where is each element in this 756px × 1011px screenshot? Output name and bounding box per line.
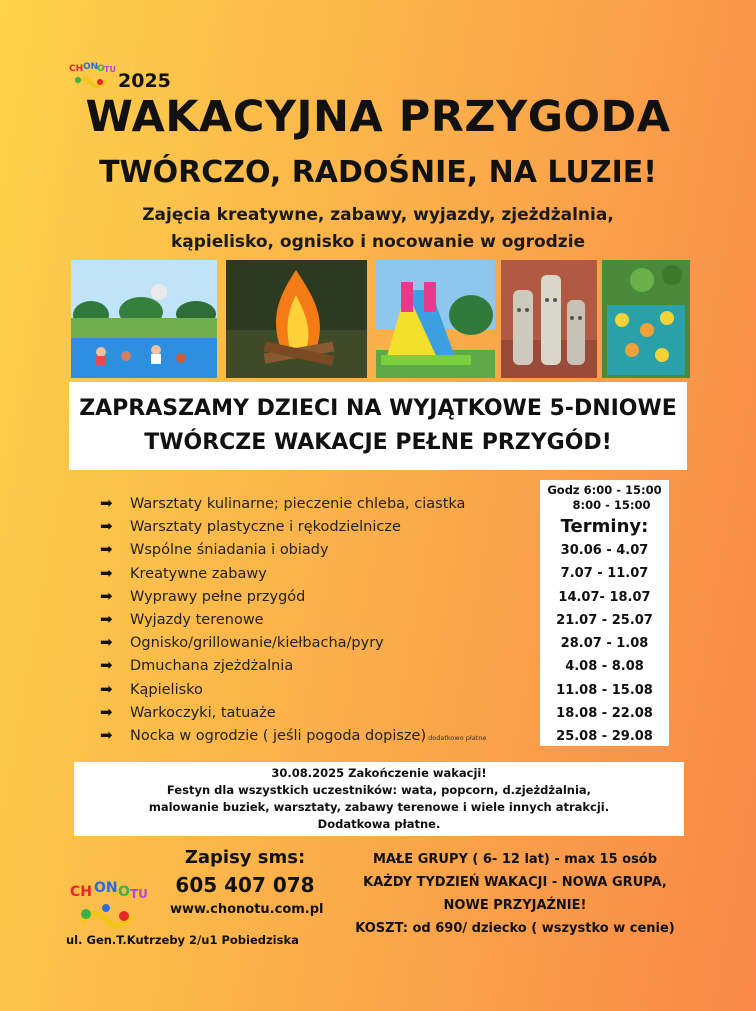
arrow-right-icon: ➡	[100, 494, 113, 512]
arrow-right-icon: ➡	[100, 725, 113, 744]
date-range: 21.07 - 25.07	[556, 612, 653, 628]
invite-line: ZAPRASZAMY DZIECI NA WYJĄTKOWE 5-DNIOWE	[79, 396, 677, 421]
dates-list	[540, 539, 669, 749]
hours-line: 8:00 - 15:00	[572, 498, 651, 512]
list-item	[100, 608, 486, 631]
svg-text:ON: ON	[83, 62, 99, 72]
phone-number[interactable]: 605 407 078	[175, 873, 315, 897]
svg-text:TU: TU	[104, 65, 116, 74]
list-item	[100, 701, 486, 724]
list-item	[100, 724, 486, 747]
activities-list	[100, 492, 486, 747]
schedule-title: Terminy:	[560, 516, 649, 537]
arrow-right-icon: ➡	[100, 540, 113, 559]
activity-label: Wspólne śniadania i obiady	[130, 542, 329, 559]
finale-line: malowanie buziek, warsztaty, zabawy terenowe i wiele innych atrakcji.	[148, 800, 610, 814]
hours	[540, 483, 669, 513]
arrow-right-icon: ➡	[100, 517, 113, 536]
activity-label: Warkoczyki, tatuaże	[130, 704, 276, 721]
page-title: WAKACYJNA PRZYGODA	[85, 92, 671, 142]
signup-block	[170, 846, 324, 920]
subtitle: TWÓRCZO, RADOŚNIE, NA LUZIE!	[99, 155, 657, 190]
activity-label: Ognisko/grillowanie/kiełbacha/pyry	[130, 635, 384, 652]
info-line: KOSZT: od 690/ dziecko ( wszystko w cenie)	[355, 921, 675, 936]
list-item	[100, 654, 486, 677]
date-range: 4.08 - 8.08	[565, 659, 644, 675]
photo-inflatable-slide	[376, 260, 495, 378]
activity-label: Dmuchana zjeżdżalnia	[130, 658, 294, 675]
list-item	[100, 585, 486, 608]
info-block	[340, 848, 690, 940]
list-item	[100, 562, 486, 585]
description	[90, 202, 666, 256]
svg-text:CH: CH	[69, 64, 84, 74]
list-item	[100, 678, 486, 701]
photo-clay-sculptures	[501, 260, 597, 378]
activity-label: Warsztaty plastyczne i rękodzielnicze	[130, 519, 401, 536]
list-item	[100, 492, 486, 515]
photo-party-table	[602, 260, 690, 378]
svg-text:O: O	[97, 64, 105, 74]
arrow-right-icon: ➡	[100, 656, 113, 675]
arrow-right-icon: ➡	[100, 702, 113, 721]
date-range: 11.08 - 15.08	[556, 682, 653, 698]
arrow-right-icon: ➡	[100, 679, 113, 698]
finale-line: 30.08.2025 Zakończenie wakacji!	[271, 766, 487, 780]
info-line: MAŁE GRUPY ( 6- 12 lat) - max 15 osób	[372, 852, 658, 867]
invite-box	[69, 382, 687, 470]
date-range: 30.06 - 4.07	[560, 543, 649, 558]
extra-cost-note: dodatkowo płatne	[428, 733, 487, 742]
activity-label: Nocka w ogrodzie ( jeśli pogoda dopisze)	[130, 727, 427, 744]
arrow-right-icon: ➡	[100, 586, 113, 605]
date-range: 7.07 - 11.07	[560, 566, 649, 582]
arrow-right-icon: ➡	[100, 609, 113, 628]
arrow-right-icon: ➡	[100, 563, 113, 582]
date-range: 18.08 - 22.08	[556, 706, 653, 722]
chonotu-logo	[68, 878, 146, 932]
year: 2025	[118, 70, 171, 92]
signup-label: Zapisy sms:	[184, 847, 306, 868]
svg-text:CH: CH	[70, 884, 92, 900]
activity-label: Wyprawy pełne przygód	[130, 588, 306, 605]
website-link[interactable]: www.chonotu.com.pl	[170, 902, 324, 917]
date-range: 25.08 - 29.08	[556, 729, 653, 745]
list-item	[100, 631, 486, 654]
svg-text:O: O	[118, 884, 130, 900]
hours-line: Godz 6:00 - 15:00	[547, 483, 662, 497]
info-line: NOWE PRZYJAŹNIE!	[443, 898, 587, 913]
activity-label: Kreatywne zabawy	[130, 565, 267, 582]
arrow-right-icon: ➡	[100, 633, 113, 652]
schedule-box	[540, 480, 669, 746]
address: ul. Gen.T.Kutrzeby 2/u1 Pobiedziska	[66, 933, 299, 947]
info-line: KAŻDY TYDZIEŃ WAKACJI - NOWA GRUPA,	[363, 875, 667, 890]
list-item	[100, 515, 486, 538]
activity-label: Wyjazdy terenowe	[130, 611, 264, 628]
finale-box	[74, 762, 684, 836]
invite-line: TWÓRCZE WAKACJE PEŁNE PRZYGÓD!	[144, 430, 612, 455]
chonotu-logo	[66, 60, 114, 92]
description-line: Zajęcia kreatywne, zabawy, wyjazdy, zjeżdżalnia,	[142, 205, 614, 225]
activity-label: Kąpielisko	[130, 681, 203, 698]
list-item	[100, 538, 486, 561]
activity-label: Warsztaty kulinarne; pieczenie chleba, ciastka	[130, 496, 466, 512]
finale-line: Dodatkowa płatne.	[317, 817, 441, 831]
date-range: 14.07- 18.07	[558, 589, 651, 605]
finale-line: Festyn dla wszystkich uczestników: wata, popcorn, d.zjeżdżalnia,	[166, 783, 592, 797]
svg-text:ON: ON	[94, 880, 118, 896]
svg-text:TU: TU	[130, 887, 148, 901]
photo-campfire	[226, 260, 367, 378]
date-range: 28.07 - 1.08	[560, 636, 649, 652]
description-line: kąpielisko, ognisko i nocowanie w ogrodzie	[170, 232, 586, 252]
photo-pool-games	[71, 260, 217, 378]
